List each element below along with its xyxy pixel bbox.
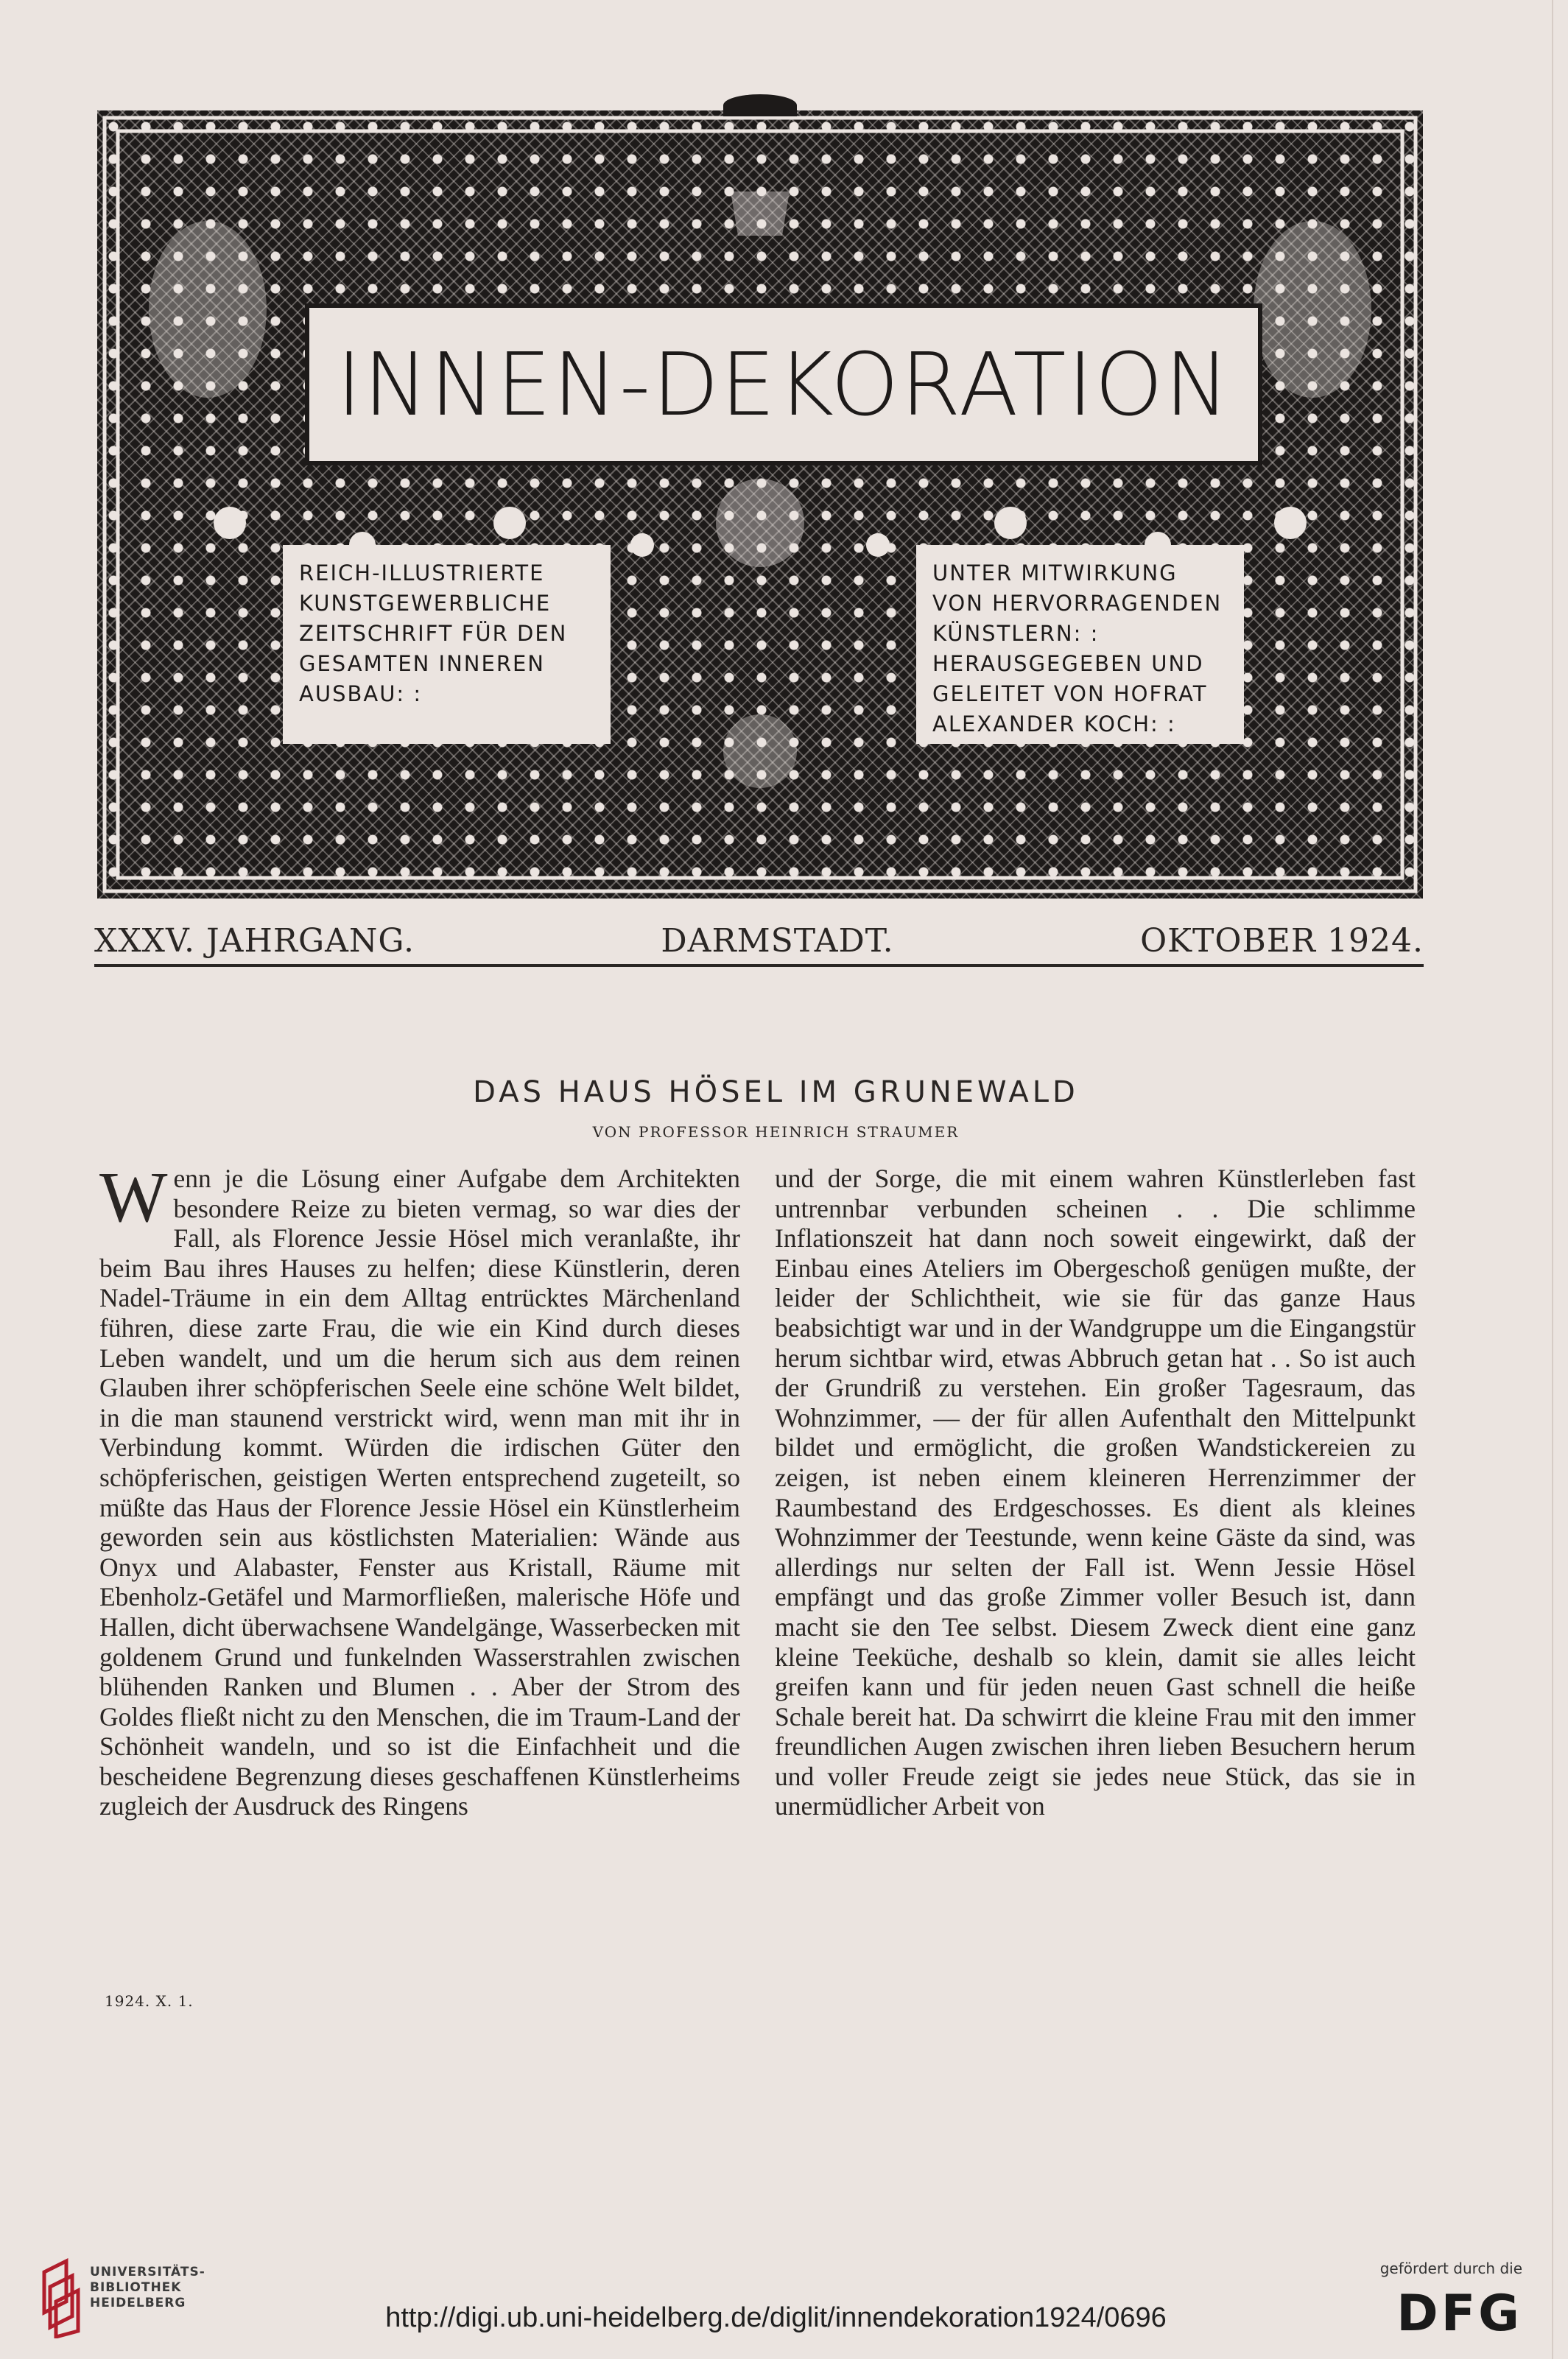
subtitle-line: KÜNSTLERN: :: [932, 621, 1100, 646]
subtitle-line: ALEXANDER KOCH: :: [932, 711, 1176, 736]
issue-line: [94, 922, 1424, 967]
library-line: UNIVERSITÄTS-: [90, 2265, 205, 2279]
subtitle-line: ZEITSCHRIFT FÜR DEN: [299, 621, 568, 646]
library-line: HEIDELBERG: [90, 2296, 186, 2310]
subtitle-line: GELEITET VON HOFRAT: [932, 681, 1208, 706]
ornamental-header: [97, 110, 1423, 899]
issue-date: OKTOBER 1924.: [1140, 922, 1424, 960]
dfg-logo: DFG: [1396, 2285, 1522, 2343]
magazine-title: INNEN-DEKORATION: [336, 334, 1231, 435]
body-text: und der Sorge, die mit einem wahren Künstlerleben fast untrennbar verbunden scheinen . . Die schlimme Inflationszeit hat dann noch soweit eingewirkt, daß der Einbau eines Ateliers im Obergeschoß genügen mußte, der leider der Schlichtheit, wie sie für das ganze Haus beabsichtigt war und in der Wandgruppe um die Eingangstür herum sichtbar wird, etwas Abbruch getan hat . . So ist auch der Grundriß zu verstehen. Ein großer Tagesraum, das Wohnzimmer, — der für allen Aufenthalt den Mittelpunkt bildet und ermöglicht, die großen Wandstickereien zu zeigen, ist neben einem kleineren Herrenzimmer der Raumbestand des Erdgeschosses. Es dient als kleines Wohnzimmer der Teestunde, wenn keine Gäste da sind, was allerdings nur selten der Fall ist. Wenn Jessie Hösel empfängt und das große Zimmer voller Besuch ist, dann macht sie den Tee selbst. Diesem Zweck dient eine ganz kleine Teeküche, deshalb so klein, damit sie alles leicht greifen kann und für jeden neuen Gast schnell die heiße Schale bereit hat. Da schwirrt die kleine Frau mit den immer freundlichen Augen zwischen ihren lieben Besuchern herum und voller Freude zeigt sie jedes neue Stück, das sie in unermüdlicher Arbeit von: [775, 1164, 1416, 1821]
library-line: BIBLIOTHEK: [90, 2280, 182, 2295]
drop-cap: W: [99, 1158, 168, 1237]
page-signature: 1924. X. 1.: [105, 1992, 194, 2010]
article-title: DAS HAUS HÖSEL IM GRUNEWALD: [473, 1075, 1079, 1109]
subtitle-line: HERAUSGEGEBEN UND: [932, 651, 1204, 676]
place: DARMSTADT.: [661, 922, 894, 960]
subtitle-panel-left: [283, 545, 611, 744]
subtitle-panel-right: [916, 545, 1244, 744]
crown-ornament: [723, 94, 797, 116]
body-text: enn je die Lösung einer Aufgabe dem Architekten besondere Reize zu bieten vermag, so war dies der Fall, als Florence Jessie Hösel mich veranlaßte, ihr beim Bau ihres Hauses zu helfen; diese Künstlerin, deren Nadel-Träume in ein dem Alltag entrücktes Märchenland führen, diese zarte Frau, die wie ein Kind durch dieses Leben wandelt, und um die herum sich aus dem reinen Glauben ihrer schöpferischen Seele eine schöne Welt bildet, in die man staunend verstrickt wird, wenn man mit ihr in Verbindung kommt. Würden die irdischen Güter den schöpferischen, geistigen Werten entsprechend zugeteilt, so müßte das Haus der Florence Jessie Hösel ein Künstlerheim geworden sein aus köstlichsten Materialien: Wände aus Onyx und Alabaster, Fenster aus Kristall, Räume mit Ebenholz-Getäfel und Marmorfließen, malerische Höfe und Hallen, dicht überwachsene Wandelgänge, Wasserbecken mit goldenem Grund und funkelnden Wasserstrahlen zwischen blühenden Ranken und Blumen . . Aber der Strom des Goldes fließt nicht zu den Menschen, die im Traum-Land der Schönheit wandeln, und so ist die Einfachheit und die bescheidene Begrenzung dieses geschaffenen Künstlerheims zugleich der Ausdruck des Ringens: [99, 1164, 740, 1821]
text-column-left: [99, 1158, 740, 1821]
subtitle-line: REICH-ILLUSTRIERTE: [299, 560, 545, 586]
sponsor-label: gefördert durch die: [1379, 2260, 1522, 2277]
volume: XXXV. JAHRGANG.: [94, 922, 415, 960]
lace-ornament: [97, 110, 1423, 899]
permalink[interactable]: http://digi.ub.uni-heidelberg.de/diglit/innendekoration1924/0696: [385, 2302, 1167, 2333]
title-panel: [305, 303, 1262, 465]
subtitle-line: UNTER MITWIRKUNG: [932, 560, 1178, 586]
byline: VON PROFESSOR HEINRICH STRAUMER: [592, 1123, 960, 1141]
subtitle-line: AUSBAU: :: [299, 681, 423, 706]
footer: [0, 2239, 1552, 2359]
subtitle-line: KUNSTGEWERBLICHE: [299, 591, 552, 616]
text-column-right: [775, 1164, 1416, 1821]
subtitle-line: GESAMTEN INNEREN: [299, 651, 545, 676]
subtitle-line: VON HERVORRAGENDEN: [932, 591, 1223, 616]
